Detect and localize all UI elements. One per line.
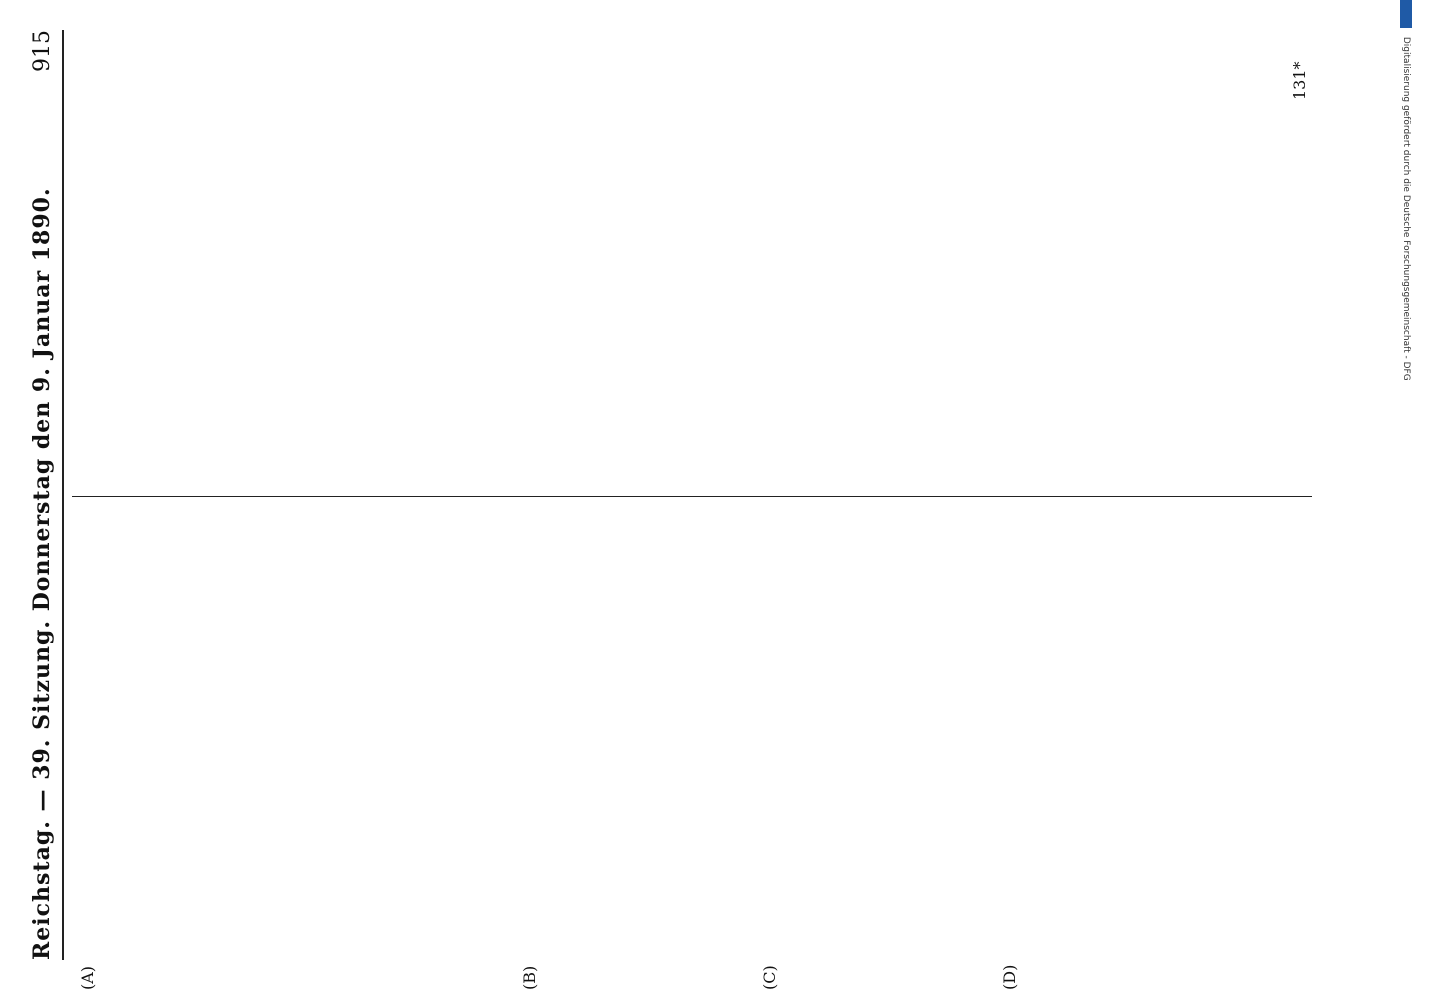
- left-column: [72, 515, 1312, 960]
- signature-mark: 131*: [1290, 61, 1309, 100]
- column-rule: [72, 496, 1312, 497]
- margin-marker-a: (A): [78, 965, 97, 990]
- page-header: [22, 30, 64, 960]
- margin-marker-b: (B): [520, 965, 539, 990]
- text-columns: [72, 30, 1312, 960]
- margin-marker-d: (D): [1000, 964, 1019, 990]
- running-header: Reichstag. — 39. Sitzung. Donnerstag den 9. Januar 1890.: [29, 187, 55, 960]
- funding-text: Digitalisierung gefördert durch die Deutsche Forschungsgemeinschaft - DFG: [1401, 36, 1411, 381]
- page-number: 915: [29, 30, 55, 72]
- funding-note: [1397, 0, 1415, 1000]
- dfg-logo-icon: [1401, 0, 1413, 28]
- margin-marker-c: (C): [760, 965, 779, 990]
- right-column: [72, 30, 1312, 475]
